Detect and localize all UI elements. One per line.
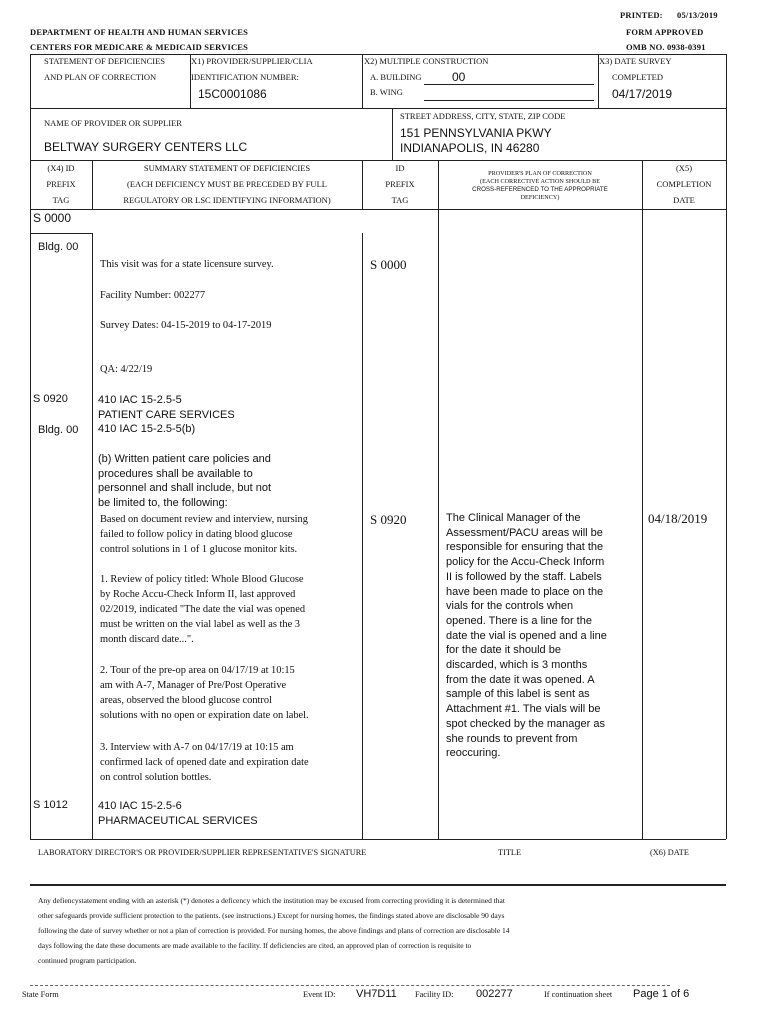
building-label: A. BUILDING xyxy=(370,72,422,82)
continuation-label: If continuation sheet xyxy=(544,990,613,999)
building-value: 00 xyxy=(452,70,466,84)
x3-label: X3) DATE SURVEY xyxy=(599,56,672,66)
summary-header-2: (EACH DEFICIENCY MUST BE PRECEDED BY FULL xyxy=(127,179,327,189)
right-tag-s0000: S 0000 xyxy=(370,257,407,272)
signature-label: LABORATORY DIRECTOR'S OR PROVIDER/SUPPLIER REPRESENTATIVE'S SIGNATURE xyxy=(38,848,367,857)
finding-intro: Based on document review and interview, nursing failed to follow policy in dating blood glucose control solutions in 1 of 1 glucose monitor kits. xyxy=(100,514,308,555)
provider-name-value: BELTWAY SURGERY CENTERS LLC xyxy=(44,140,248,154)
event-id-value: VH7D11 xyxy=(356,988,397,1000)
rule xyxy=(30,839,726,840)
statement-label-2: AND PLAN OF CORRECTION xyxy=(44,72,157,82)
finding-1: 1. Review of policy titled: Whole Blood Glucose by Roche Accu-Check Inform II, last approved 02/2019, indicated "The date the vial was opened must be written on the vial label as well as the 3 month discard date...". xyxy=(100,574,306,645)
title-label: TITLE xyxy=(498,848,522,857)
address-line-2: INDIANAPOLIS, IN 46280 xyxy=(400,141,540,155)
rule xyxy=(362,54,363,108)
address-line-1: 151 PENNSYLVANIA PKWY xyxy=(400,126,552,140)
footer-rule xyxy=(30,985,670,986)
rule xyxy=(30,160,726,161)
rule xyxy=(30,209,726,210)
x2-label: X2) MULTIPLE CONSTRUCTION xyxy=(364,56,489,66)
omb-number: OMB NO. 0938-0391 xyxy=(626,42,706,52)
id-header-2: PREFIX xyxy=(385,179,415,189)
building-tag: Bldg. 00 xyxy=(38,424,79,436)
cms-name: CENTERS FOR MEDICARE & MEDICAID SERVICES xyxy=(30,42,249,52)
wing-underline xyxy=(424,100,594,101)
form-approved: FORM APPROVED xyxy=(626,27,704,37)
regulation-s0920: 410 IAC 15-2.5-5 PATIENT CARE SERVICES 410 IAC 15-2.5-5(b) xyxy=(98,394,235,436)
summary-header-3: REGULATORY OR LSC IDENTIFYING INFORMATION) xyxy=(123,195,331,205)
rule xyxy=(392,108,393,160)
page-number: Page 1 of 6 xyxy=(633,988,690,1000)
rule xyxy=(30,233,92,234)
x1-label-2: IDENTIFICATION NUMBER: xyxy=(191,72,299,82)
id-header-3: TAG xyxy=(391,195,409,205)
facility-id-label: Facility ID: xyxy=(415,990,454,999)
rule xyxy=(642,209,643,839)
qa-date: QA: 4/22/19 xyxy=(100,364,153,375)
date-label: (X6) DATE xyxy=(650,848,689,857)
summary-header: SUMMARY STATEMENT OF DEFICIENCIES xyxy=(143,163,311,173)
rule xyxy=(726,209,727,839)
id-header: ID xyxy=(395,163,405,173)
finding-2: 2. Tour of the pre-op area on 04/17/19 at 10:15 am with A-7, Manager of Pre/Post Operative areas, observed the blood glucose control solutions with no open or expiration date on label. xyxy=(100,665,309,721)
printed-label: PRINTED: xyxy=(620,10,663,20)
rule xyxy=(92,233,93,839)
plan-header-3: CROSS-REFERENCED TO THE APPROPRIATE xyxy=(472,186,608,193)
x5-header: (X5) xyxy=(675,163,693,173)
regulation-s1012: 410 IAC 15-2.5-6 PHARMACEUTICAL SERVICES xyxy=(98,800,258,827)
facility-id-value: 002277 xyxy=(476,988,513,1000)
provider-name-label: NAME OF PROVIDER OR SUPPLIER xyxy=(44,118,182,128)
tag-s0000: S 0000 xyxy=(33,211,72,225)
disclaimer-text: Any defiencystatement ending with an asterisk (*) denotes a deficency which the institution may be excused from correcting providing it is determined that other safeguards provide sufficient protection to the patients. (see instructions.) Except for nursing homes, the findings stated above are disclosable 90 days following the date of survey whether or not a plan of correction is provided. For nursing homes, the above findings and plans of correction are disclosable 14 days following the date these documents are made available to the facility. If deficiencies are cited, an approved plan of correction is requisite to continued program participation. xyxy=(38,896,510,965)
rule xyxy=(30,108,726,109)
right-tag-s0920: S 0920 xyxy=(370,512,407,527)
statement-label: STATEMENT OF DEFICIENCIES xyxy=(44,56,166,66)
rule xyxy=(362,233,363,839)
x4-header-2: PREFIX xyxy=(46,179,76,189)
x5-header-3: DATE xyxy=(673,195,695,205)
plan-of-correction-s0920: The Clinical Manager of the Assessment/PACU areas will be responsible for ensuring that the policy for the Accu-Check Inform II is followed by the staff. Labels have been made to place on the vials for the controls when opened. There is a line for the date the vial is opened and a line for the date it should be discarded, which is 3 months from the date it was opened. A sample of this label is sent as Attachment #1. The vials will be spot checked by the manager as she rounds to prevent from reoccuring. xyxy=(446,512,607,760)
completion-date-s0920: 04/18/2019 xyxy=(648,511,708,526)
regulation-text-b: (b) Written patient care policies and procedures shall be available to personnel and shall include, but not be limited to, the following: xyxy=(98,453,272,510)
visit-statement: This visit was for a state licensure survey. xyxy=(100,259,274,270)
plan-header: PROVIDER'S PLAN OF CORRECTION xyxy=(488,170,592,177)
survey-dates: Survey Dates: 04-15-2019 to 04-17-2019 xyxy=(100,320,272,331)
printed-date: 05/13/2019 xyxy=(677,10,718,20)
building-underline xyxy=(424,84,594,85)
signature-rule xyxy=(30,884,726,886)
tag-s1012: S 1012 xyxy=(33,799,68,811)
x3-label-2: COMPLETED xyxy=(612,72,663,82)
rule xyxy=(30,54,726,55)
survey-completed-date: 04/17/2019 xyxy=(612,87,673,101)
rule xyxy=(438,160,439,210)
department-name: DEPARTMENT OF HEALTH AND HUMAN SERVICES xyxy=(30,27,249,37)
x1-label: X1) PROVIDER/SUPPLIER/CLIA xyxy=(191,56,313,66)
plan-header-4: DEFICIENCY) xyxy=(520,194,560,201)
event-id-label: Event ID: xyxy=(303,990,336,999)
address-label: STREET ADDRESS, CITY, STATE, ZIP CODE xyxy=(400,111,566,121)
x5-header-2: COMPLETION xyxy=(656,179,712,189)
building-tag: Bldg. 00 xyxy=(38,241,79,253)
rule xyxy=(726,54,727,210)
x4-header-3: TAG xyxy=(52,195,70,205)
state-form-label: State Form xyxy=(22,990,59,999)
rule xyxy=(438,209,439,839)
finding-3: 3. Interview with A-7 on 04/17/19 at 10:15 am confirmed lack of opened date and expiration date on control solution bottles. xyxy=(100,742,309,783)
x4-header: (X4) ID xyxy=(47,163,75,173)
plan-header-2: (EACH CORRECTIVE ACTION SHOULD BE xyxy=(480,178,600,185)
tag-s0920: S 0920 xyxy=(33,393,68,405)
provider-id-value: 15C0001086 xyxy=(198,87,267,101)
rule xyxy=(30,209,31,839)
facility-number: Facility Number: 002277 xyxy=(100,290,206,301)
wing-label: B. WING xyxy=(370,87,403,97)
